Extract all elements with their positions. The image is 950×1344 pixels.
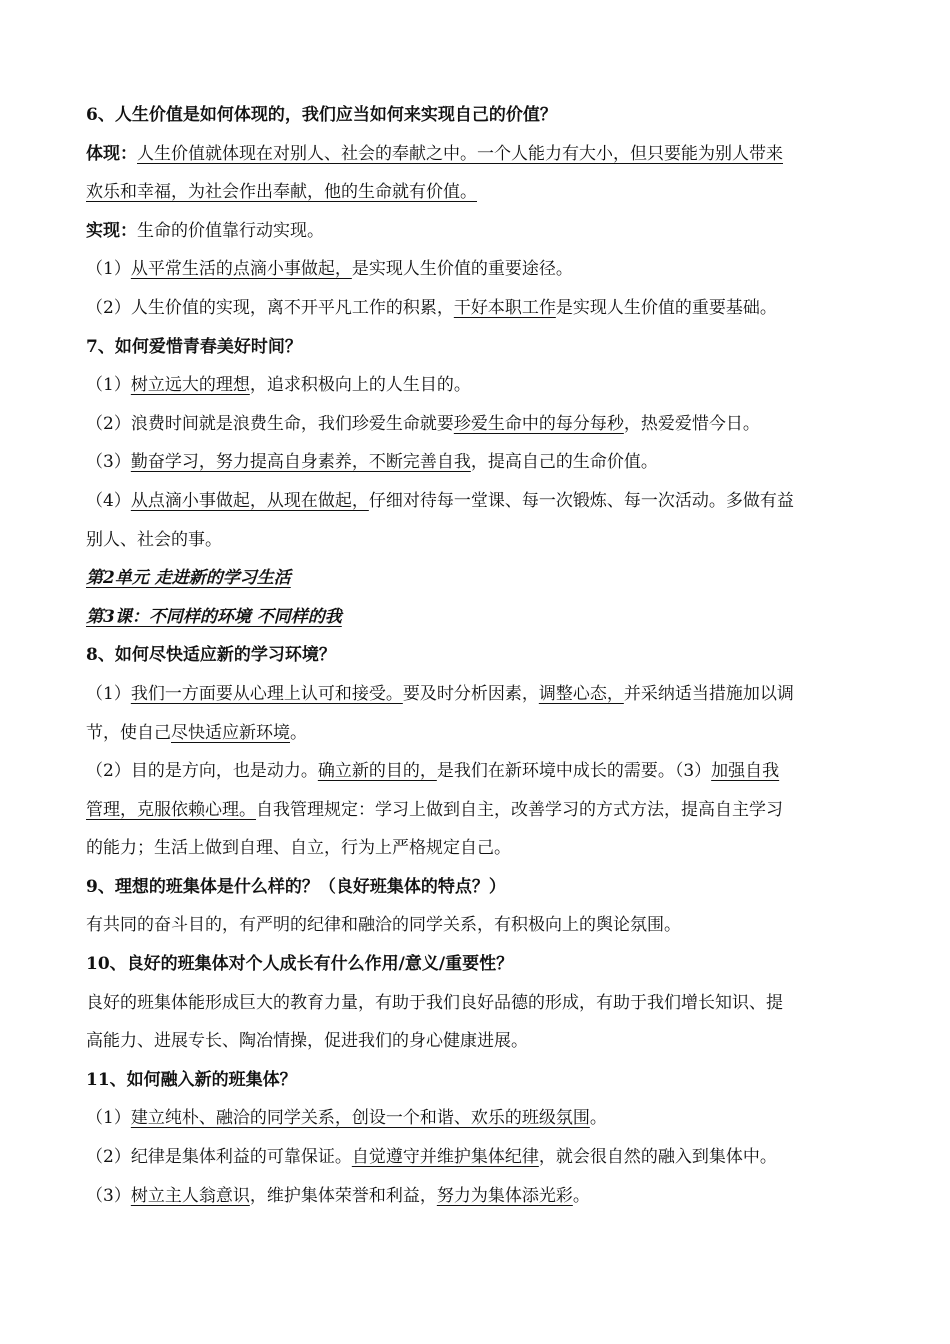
q8-point-1	[86, 675, 886, 714]
question-11-title: 11、如何融入新的班集体？	[86, 1069, 297, 1090]
q11-point-3-key-1: 树立主人翁意识	[130, 1185, 250, 1206]
q6-point-2-lead: （2）人生价值的实现，离不开平凡工作的积累，	[86, 297, 454, 318]
q7-point-4-cont: 别人、社会的事。	[86, 529, 222, 550]
q10-answer-2: 高能力、进展专长、陶冶情操，促进我们的身心健康进展。	[86, 1031, 528, 1052]
question-9-title: 9、理想的班集体是什么样的？（良好班集体的特点？）	[86, 876, 506, 897]
q11-point-1	[86, 1099, 886, 1138]
q6-point-2-rest: 是实现人生价值的重要基础。	[555, 297, 777, 318]
q6-point-2-key: 干好本职工作	[453, 297, 556, 318]
q11-point-1-num: （1）	[86, 1108, 131, 1129]
q8-point-3-cont-2: 的能力；生活上做到自理、自立，行为上严格规定自己。	[86, 838, 511, 859]
q8-point-1-cont-end: 。	[290, 722, 307, 743]
q8-point-1-mid: 要及时分析因素，	[402, 683, 539, 704]
q8-point-1-num: （1）	[86, 683, 131, 704]
q8-point-1-cont-key: 尽快适应新环境	[171, 722, 290, 743]
q11-point-3	[86, 1177, 886, 1216]
q7-point-2-key: 珍爱生命中的每分每秒	[453, 413, 624, 434]
q11-point-3-mid: ，维护集体荣誉和利益，	[249, 1185, 437, 1206]
q7-point-4	[86, 482, 886, 521]
q8-point-2-key: 确立新的目的，	[317, 761, 437, 782]
q7-point-4-rest: 仔细对待每一堂课、每一次锻炼、每一次活动。多做有益	[368, 490, 794, 511]
q7-point-4-key: 从点滴小事做起，从现在做起，	[130, 490, 369, 511]
q8-point-3-cont	[86, 791, 886, 830]
q8-point-2-mid: 是我们在新环境中成长的需要。（3）	[436, 761, 712, 782]
question-10-title: 10、良好的班集体对个人成长有什么作用/意义/重要性？	[86, 954, 514, 975]
q7-point-4-num: （4）	[86, 490, 131, 511]
q6-realize-text: 生命的价值靠行动实现。	[137, 220, 324, 241]
q6-point-1-key: 从平常生活的点滴小事做起，	[130, 259, 352, 280]
q7-point-2-rest: ，热爱爱惜今日。	[623, 413, 760, 434]
q11-point-3-key-2: 努力为集体添光彩	[436, 1185, 573, 1206]
q11-point-2-key: 自觉遵守并维护集体纪律	[351, 1147, 539, 1168]
q9-answer: 有共同的奋斗目的，有严明的纪律和融洽的同学关系，有积极向上的舆论氛围。	[86, 915, 681, 936]
q11-point-3-num: （3）	[86, 1185, 131, 1206]
q7-point-1-key: 树立远大的理想	[130, 375, 250, 396]
q7-point-3-num: （3）	[86, 452, 131, 473]
q7-point-1-num: （1）	[86, 375, 131, 396]
q6-point-1-rest: 是实现人生价值的重要途径。	[351, 259, 573, 280]
q11-point-1-rest: 。	[589, 1108, 607, 1129]
q7-point-3	[86, 443, 886, 482]
q11-point-2-rest: ，就会很自然的融入到集体中。	[538, 1147, 777, 1168]
q7-point-1-rest: ，追求积极向上的人生目的。	[249, 375, 471, 396]
q7-point-3-rest: ，提高自己的生命价值。	[470, 452, 658, 473]
q7-point-2	[86, 405, 886, 444]
q6-point-1	[86, 250, 886, 289]
q6-embody-text-2: 欢乐和幸福，为社会作出奉献，他的生命就有价值。	[86, 182, 477, 203]
q6-embody-line-2	[86, 173, 886, 212]
q6-embody-line-1	[86, 135, 886, 174]
q6-realize-label: 实现：	[86, 220, 137, 241]
q7-point-1	[86, 366, 886, 405]
q8-point-3-rest: 自我管理规定：学习上做到自主，改善学习的方式方法，提高自主学习	[256, 799, 783, 820]
unit-2-heading: 第2单元 走进新的学习生活	[86, 568, 291, 589]
document-page	[86, 96, 886, 1215]
q11-point-2	[86, 1138, 886, 1177]
q11-point-3-rest: 。	[572, 1185, 590, 1206]
question-7-title: 7、如何爱惜青春美好时间？	[86, 336, 302, 357]
q6-point-1-num: （1）	[86, 259, 131, 280]
q11-point-1-key: 建立纯朴、融洽的同学关系，创设一个和谐、欢乐的班级氛围	[130, 1108, 590, 1129]
question-8-title: 8、如何尽快适应新的学习环境？	[86, 645, 336, 666]
q6-realize-line	[86, 212, 886, 251]
question-6-title: 6、人生价值是如何体现的，我们应当如何来实现自己的价值？	[86, 105, 557, 125]
q8-point-2-lead: （2）目的是方向，也是动力。	[86, 761, 318, 782]
q6-embody-text-1: 人生价值就体现在对别人、社会的奉献之中。一个人能力有大小，但只要能为别人带来	[137, 143, 783, 164]
q8-point-1-cont-lead: 节，使自己	[86, 722, 171, 743]
q6-point-2	[86, 289, 886, 328]
q6-embody-label: 体现：	[86, 143, 137, 164]
q11-point-2-lead: （2）纪律是集体利益的可靠保证。	[86, 1147, 352, 1168]
q8-point-3-key: 加强自我	[711, 761, 780, 782]
q8-point-2	[86, 752, 886, 791]
q7-point-2-lead: （2）浪费时间就是浪费生命，我们珍爱生命就要	[86, 413, 454, 434]
lesson-3-heading: 第3课：不同样的环境 不同样的我	[86, 606, 342, 627]
q8-point-1-cont	[86, 714, 886, 753]
q8-point-1-key-1: 我们一方面要从心理上认可和接受。	[130, 683, 403, 704]
q8-point-1-rest: 并采纳适当措施加以调	[623, 683, 794, 704]
q8-point-1-key-2: 调整心态，	[538, 683, 624, 704]
q8-point-3-key-cont: 管理，克服依赖心理。	[86, 799, 256, 820]
q10-answer-1: 良好的班集体能形成巨大的教育力量，有助于我们良好品德的形成，有助于我们增长知识、提	[86, 992, 783, 1013]
q7-point-3-key: 勤奋学习，努力提高自身素养，不断完善自我	[130, 452, 471, 473]
